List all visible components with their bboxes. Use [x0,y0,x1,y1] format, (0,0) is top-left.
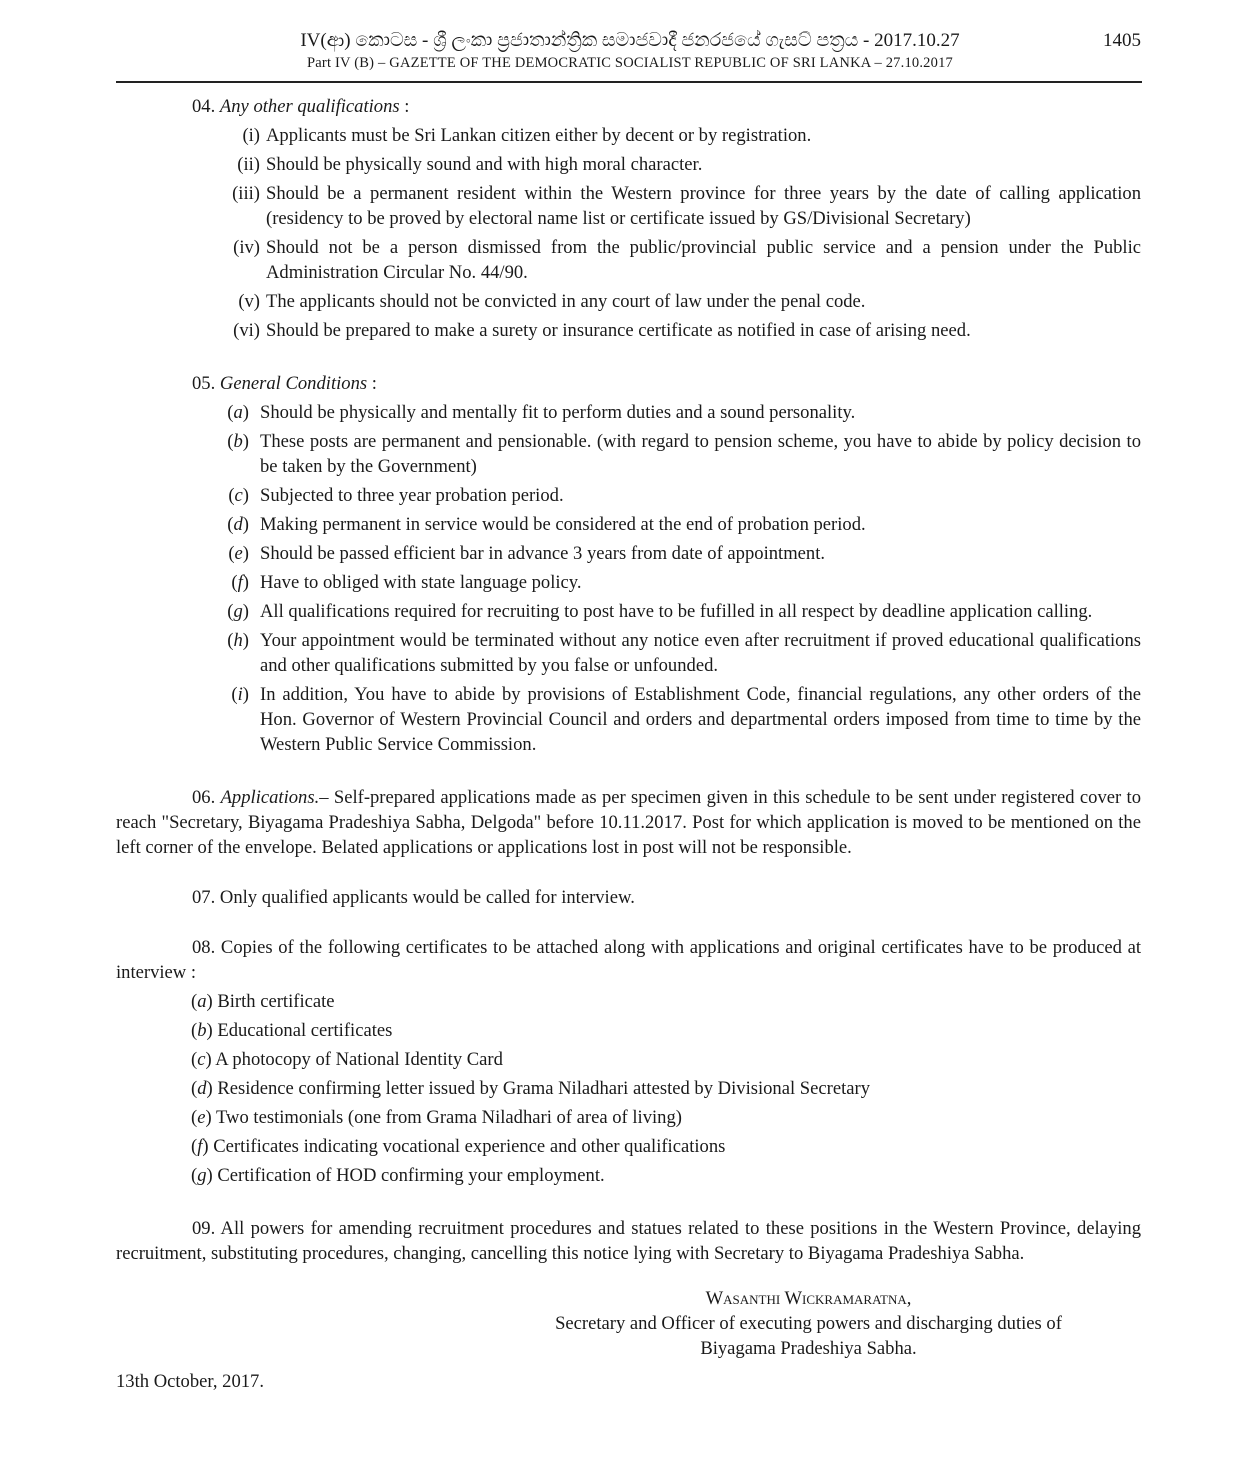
item-label: (a) [227,402,249,423]
item-label: (v) [238,291,260,312]
qualification-item [116,235,1141,285]
section-07-paragraph: 07. Only qualified applicants would be called for interview. [192,887,635,908]
item-label: (vi) [233,320,260,341]
item-label: (e) [228,543,249,564]
signatory-title: Secretary and Officer of executing powers and discharging duties of [555,1313,1062,1334]
item-text: Applicants must be Sri Lankan citizen either by decent or by registration. [266,125,812,146]
item-label: (h) [227,630,249,651]
page-number: 1405 [1103,30,1141,51]
section-05-heading [192,371,1141,396]
item-text: Subjected to three year probation period. [260,485,564,506]
qualification-item [116,152,1141,177]
section-05-title: General Conditions [219,373,368,394]
spacer [116,347,1141,371]
item-label: (iv) [233,237,260,258]
document-body [116,94,1141,1394]
condition-item [116,599,1141,624]
item-text: Making permanent in service would be considered at the end of probation period. [260,514,866,535]
qualification-item [116,181,1141,231]
item-label: (c) [228,485,249,506]
item-label: (iii) [232,183,260,204]
certificate-item: (d) Residence confirming letter issued by Grama Niladhari attested by Divisional Secretary [191,1078,870,1099]
section-05-colon: : [367,373,377,394]
condition-item [116,512,1141,537]
qualification-item [116,123,1141,148]
item-label: (ii) [237,154,260,175]
signature-block [516,1286,1101,1361]
condition-item [116,541,1141,566]
certificate-item: (g) Certification of HOD confirming your employment. [191,1165,605,1186]
item-text: Your appointment would be terminated without any notice even after recruitment if proved educational qualifications and other qualifications submitted by you false or unfounded. [260,630,1141,676]
item-text: Should be passed efficient bar in advance 3 years from date of appointment. [260,543,826,564]
signatory-office: Biyagama Pradeshiya Sabha. [700,1338,917,1359]
section-04-number: 04. [192,96,216,117]
section-05-number: 05. [192,373,216,394]
qualification-item [116,318,1141,343]
section-04-colon: : [399,96,410,117]
section-06-text: – Self-prepared applications made as per specimen given in this schedule to be sent under registered cover to reach "Secretary, Biyagama Pradeshiya Sabha, Delgoda" before 10.11.2017. Post for which application is moved to be mentioned on the left corner of the envelope. Belated applications or applications lost in post will not be responsible. [116,787,1141,858]
item-text: The applicants should not be convicted in any court of law under the penal code. [266,291,866,312]
condition-item [116,483,1141,508]
item-text: In addition, You have to abide by provisions of Establishment Code, financial regulations, any other orders of the Hon. Governor of Western Provincial Council and orders and departmental orders imposed from time to time by the Western Public Service Commission. [260,684,1141,755]
item-label: (d) [227,514,249,535]
item-label: (i) [231,684,249,705]
item-text: Should be physically sound and with high moral character. [266,154,703,175]
item-label: (i) [242,125,260,146]
item-text: Should be a permanent resident within the Western province for three years by the date of calling application (residency to be proved by electoral name list or certificate issued by GS/Divisional Secretary) [266,183,1141,229]
section-06-title: Applications. [220,787,320,808]
spacer [116,761,1141,785]
header-rule [116,81,1142,83]
section-06-paragraph: 06. Applications.– Self-prepared applications made as per specimen given in this schedule to be sent under registered cover to reach "Secretary, Biyagama Pradeshiya Sabha, Delgoda" before 10.11.2017. Post for which application is moved to be mentioned on the left corner of the envelope. Belated applications or applications lost in post will not be responsible. [116,787,1141,858]
spacer [116,1192,1141,1216]
condition-item [116,429,1141,479]
condition-item [116,400,1141,425]
item-text: Should be prepared to make a surety or insurance certificate as notified in case of arising need. [266,320,971,341]
header-english: Part IV (B) – GAZETTE OF THE DEMOCRATIC SOCIALIST REPUBLIC OF SRI LANKA – 27.10.2017 [307,55,953,71]
notice-date: 13th October, 2017. [116,1371,264,1392]
signatory-name: Wasanthi Wickramaratna, [705,1288,912,1309]
item-text: Should be physically and mentally fit to perform duties and a sound personality. [260,402,856,423]
certificate-item: (c) A photocopy of National Identity Card [191,1049,503,1070]
item-text: All qualifications required for recruiting to post have to be fufilled in all respect by deadline application calling. [260,601,1093,622]
section-04-title: Any other qualifications [219,96,400,117]
condition-item [116,682,1141,757]
header-sinhala: IV(ආ) කොටස - ශ්‍රී ලංකා ප්‍රජාතාන්ත්‍රික සමාජවාදී ජනරජයේ ගැසට් පත්‍රය - 2017.10.27 [300,30,960,51]
item-label: (b) [227,431,249,452]
certificate-item: (e) Two testimonials (one from Grama Niladhari of area of living) [191,1107,682,1128]
section-08-paragraph: 08. Copies of the following certificates to be attached along with applications and original certificates have to be produced at interview : [116,937,1141,983]
certificate-item: (b) Educational certificates [191,1020,393,1041]
condition-item [116,570,1141,595]
item-text: Have to obliged with state language policy. [260,572,582,593]
item-text: These posts are permanent and pensionable. (with regard to pension scheme, you have to abide by policy decision to be taken by the Government) [260,431,1141,477]
item-label: (f) [231,572,249,593]
section-09-paragraph: 09. All powers for amending recruitment procedures and statues related to these positions in the Western Province, delaying recruitment, substituting procedures, changing, cancelling this notice lying with Secretary to Biyagama Pradeshiya Sabha. [116,1218,1141,1264]
certificate-item: (f) Certificates indicating vocational experience and other qualifications [191,1136,726,1157]
section-04-heading [192,94,1141,119]
item-label: (g) [227,601,249,622]
condition-item [116,628,1141,678]
qualification-item [116,289,1141,314]
certificate-item: (a) Birth certificate [191,991,335,1012]
item-text: Should not be a person dismissed from the public/provincial public service and a pension under the Public Administration Circular No. 44/90. [266,237,1141,283]
